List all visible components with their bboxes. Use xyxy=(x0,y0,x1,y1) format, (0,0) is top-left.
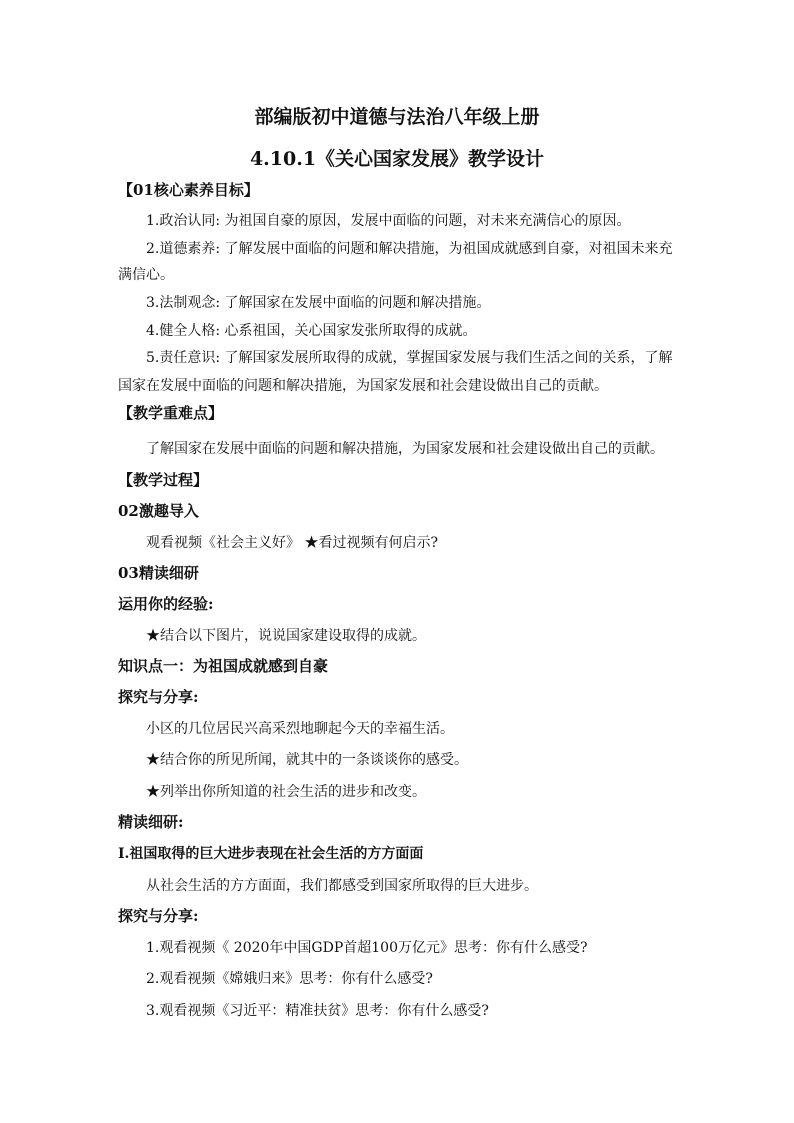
section-teaching-process-heading: 【教学过程】 xyxy=(118,471,209,489)
section-key-difficulties-heading: 【教学重难点】 xyxy=(118,404,224,422)
section-core-goals-heading: 【01核心素养目标】 xyxy=(118,181,259,199)
video-item-3: 3.观看视频《习近平：精准扶贫》思考：你有什么感受? xyxy=(146,1003,489,1019)
goal-moral-literacy-cont: 满信心。 xyxy=(118,267,174,283)
study-heading-2: 精读细研: xyxy=(118,813,184,831)
video-item-2: 2.观看视频《嫦娥归来》思考：你有什么感受? xyxy=(146,971,433,987)
goal-political-identity: 1.政治认同: 为祖国自豪的原因，发展中面临的问题，对未来充满信心的原因。 xyxy=(146,213,631,229)
goal-healthy-personality: 4.健全人格: 心系祖国，关心国家发张所取得的成就。 xyxy=(146,323,477,339)
goal-responsibility: 5.责任意识: 了解国家发展所取得的成就，掌握国家发展与我们生活之间的关系，了解 xyxy=(146,350,673,366)
explore-text-1: 小区的几位居民兴高采烈地聊起今天的幸福生活。 xyxy=(146,721,454,737)
document-title: 部编版初中道德与法治八年级上册 xyxy=(254,106,540,128)
point-one-text: 从社会生活的方方面面，我们都感受到国家所取得的巨大进步。 xyxy=(146,878,538,894)
goal-moral-literacy: 2.道德素养: 了解发展中面临的问题和解决措施，为祖国成就感到自豪，对祖国未来充 xyxy=(146,241,673,257)
goal-responsibility-cont: 国家在发展中面临的问题和解决措施，为国家发展和社会建设做出自己的贡献。 xyxy=(118,378,608,394)
intro-text: 观看视频《社会主义好》 ★看过视频有何启示? xyxy=(146,535,438,551)
experience-text: ★结合以下图片，说说国家建设取得的成就。 xyxy=(146,628,426,644)
document-subtitle: 4.10.1《关心国家发展》教学设计 xyxy=(249,148,545,170)
explore-share-heading-2: 探究与分享: xyxy=(118,907,199,925)
explore-text-3: ★列举出你所知道的社会生活的进步和改变。 xyxy=(146,784,426,800)
experience-heading: 运用你的经验: xyxy=(118,595,214,613)
study-heading: 03精读细研 xyxy=(118,564,199,582)
intro-heading: 02激趣导入 xyxy=(118,502,199,520)
knowledge-point-one-heading: 知识点一：为祖国成就感到自豪 xyxy=(118,657,329,675)
explore-share-heading-1: 探究与分享: xyxy=(118,688,199,706)
video-item-1: 1.观看视频《 2020年中国GDP首超100万亿元》思考：你有什么感受? xyxy=(146,940,588,956)
explore-text-2: ★结合你的所见所闻，就其中的一条谈谈你的感受。 xyxy=(146,752,468,768)
key-difficulties-text: 了解国家在发展中面临的问题和解决措施，为国家发展和社会建设做出自己的贡献。 xyxy=(146,441,664,457)
point-one-heading: Ⅰ.祖国取得的巨大进步表现在社会生活的方方面面 xyxy=(118,846,424,862)
goal-legal-concept: 3.法制观念: 了解国家在发展中面临的问题和解决措施。 xyxy=(146,295,491,311)
